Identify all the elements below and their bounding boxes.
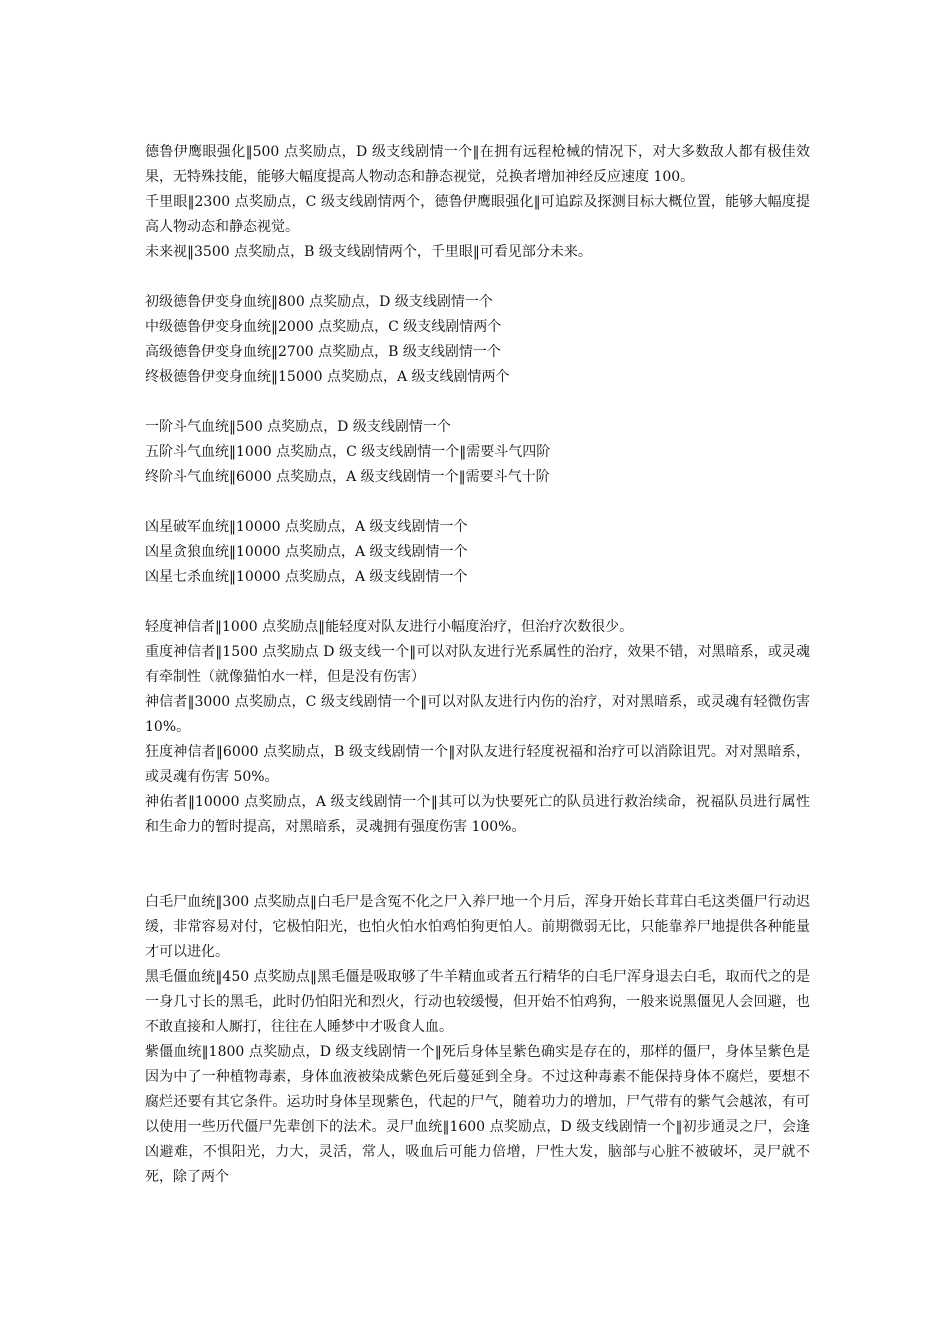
paragraph-battle-qi-tier-1: 一阶斗气血统‖500 点奖励点，D 级支线剧情一个 xyxy=(145,419,451,435)
paragraph-druid-eagle-eye: 德鲁伊鹰眼强化‖500 点奖励点，D 级支线剧情一个‖在拥有远程枪械的情况下，对大多数敌人都有极佳效果，无特殊技能，能够大幅度提高人物动态和静态视觉，兑换者增加神经反应速度 100。 xyxy=(145,144,810,185)
paragraph-believer-light: 轻度神信者‖1000 点奖励点‖能轻度对队友进行小幅度治疗，但治疗次数很少。 xyxy=(145,619,634,635)
paragraph-druid-transform-advanced: 高级德鲁伊变身血统‖2700 点奖励点，B 级支线剧情一个 xyxy=(145,344,501,360)
paragraph-believer: 神信者‖3000 点奖励点，C 级支线剧情一个‖可以对队友进行内伤的治疗，对对黑暗系，或灵魂有轻微伤害 10%。 xyxy=(145,694,810,735)
section-spacer xyxy=(145,390,810,415)
paragraph-druid-transform-intermediate: 中级德鲁伊变身血统‖2000 点奖励点，C 级支线剧情两个 xyxy=(145,319,502,335)
section-spacer xyxy=(145,265,810,290)
document-page xyxy=(145,140,810,1190)
paragraph-black-hair-zombie: 黑毛僵血统‖450 点奖励点‖黑毛僵是吸取够了牛羊精血或者五行精华的白毛尸浑身退去白毛，取而代之的是一身几寸长的黑毛，此时仍怕阳光和烈火，行动也较缓慢，但开始不怕鸡狗，一般来说黑僵见人会回避，也不敢直接和人厮打，往往在人睡梦中才吸食人血。 xyxy=(145,969,810,1035)
paragraph-star-tanlang: 凶星贪狼血统‖10000 点奖励点，A 级支线剧情一个 xyxy=(145,544,468,560)
section-spacer xyxy=(145,840,810,890)
paragraph-believer-zealot: 狂度神信者‖6000 点奖励点，B 级支线剧情一个‖对队友进行轻度祝福和治疗可以消除诅咒。对对黑暗系，或灵魂有伤害 50%。 xyxy=(145,744,810,785)
paragraph-purple-zombie: 紫僵血统‖1800 点奖励点，D 级支线剧情一个‖死后身体呈紫色确实是存在的，那样的僵尸，身体呈紫色是因为中了一种植物毒素，身体血液被染成紫色死后蔓延到全身。不过这种毒素不能保持身体不腐烂，要想不腐烂还要有其它条件。运功时身体呈现紫色，代起的尸气，随着功力的增加，尸气带有的紫气会越浓，有可以使用一些历代僵尸先辈创下的法术。灵尸血统‖1600 点奖励点，D 级支线剧情一个‖初步通灵之尸，会逢凶避难，不惧阳光，力大，灵活，常人，吸血后可能力倍增，尸性大发，脑部与心脏不被破坏，灵尸就不死，除了两个 xyxy=(145,1044,810,1185)
section-spacer xyxy=(145,590,810,615)
zombie-section xyxy=(145,890,810,1190)
paragraph-druid-transform-basic: 初级德鲁伊变身血统‖800 点奖励点，D 级支线剧情一个 xyxy=(145,294,493,310)
section-spacer xyxy=(145,490,810,515)
battle-qi-section xyxy=(145,415,810,490)
believer-section xyxy=(145,615,810,840)
paragraph-future-sight: 未来视‖3500 点奖励点，B 级支线剧情两个，千里眼‖可看见部分未来。 xyxy=(145,244,592,260)
paragraph-star-pojun: 凶星破军血统‖10000 点奖励点，A 级支线剧情一个 xyxy=(145,519,468,535)
eagle-eye-section xyxy=(145,140,810,265)
paragraph-white-hair-zombie: 白毛尸血统‖300 点奖励点‖白毛尸是含冤不化之尸入养尸地一个月后，浑身开始长茸茸白毛这类僵尸行动迟缓，非常容易对付，它极怕阳光，也怕火怕水怕鸡怕狗更怕人。前期微弱无比，只能靠养尸地提供各种能量才可以进化。 xyxy=(145,894,810,960)
paragraph-star-qisha: 凶星七杀血统‖10000 点奖励点，A 级支线剧情一个 xyxy=(145,569,468,585)
paragraph-battle-qi-tier-5: 五阶斗气血统‖1000 点奖励点，C 级支线剧情一个‖需要斗气四阶 xyxy=(145,444,551,460)
paragraph-believer-heavy: 重度神信者‖1500 点奖励点 D 级支线一个‖可以对队友进行光系属性的治疗，效果不错，对黑暗系，或灵魂有牵制性（就像猫怕水一样，但是没有伤害） xyxy=(145,644,810,685)
paragraph-clairvoyance: 千里眼‖2300 点奖励点，C 级支线剧情两个，德鲁伊鹰眼强化‖可追踪及探测目标大概位置，能够大幅度提高人物动态和静态视觉。 xyxy=(145,194,810,235)
fierce-star-section xyxy=(145,515,810,590)
druid-transform-section xyxy=(145,290,810,390)
paragraph-blessed-one: 神佑者‖10000 点奖励点，A 级支线剧情一个‖其可以为快要死亡的队员进行救治续命，祝福队员进行属性和生命力的暂时提高，对黑暗系，灵魂拥有强度伤害 100%。 xyxy=(145,794,810,835)
paragraph-battle-qi-final: 终阶斗气血统‖6000 点奖励点，A 级支线剧情一个‖需要斗气十阶 xyxy=(145,469,550,485)
paragraph-druid-transform-ultimate: 终极德鲁伊变身血统‖15000 点奖励点，A 级支线剧情两个 xyxy=(145,369,510,385)
